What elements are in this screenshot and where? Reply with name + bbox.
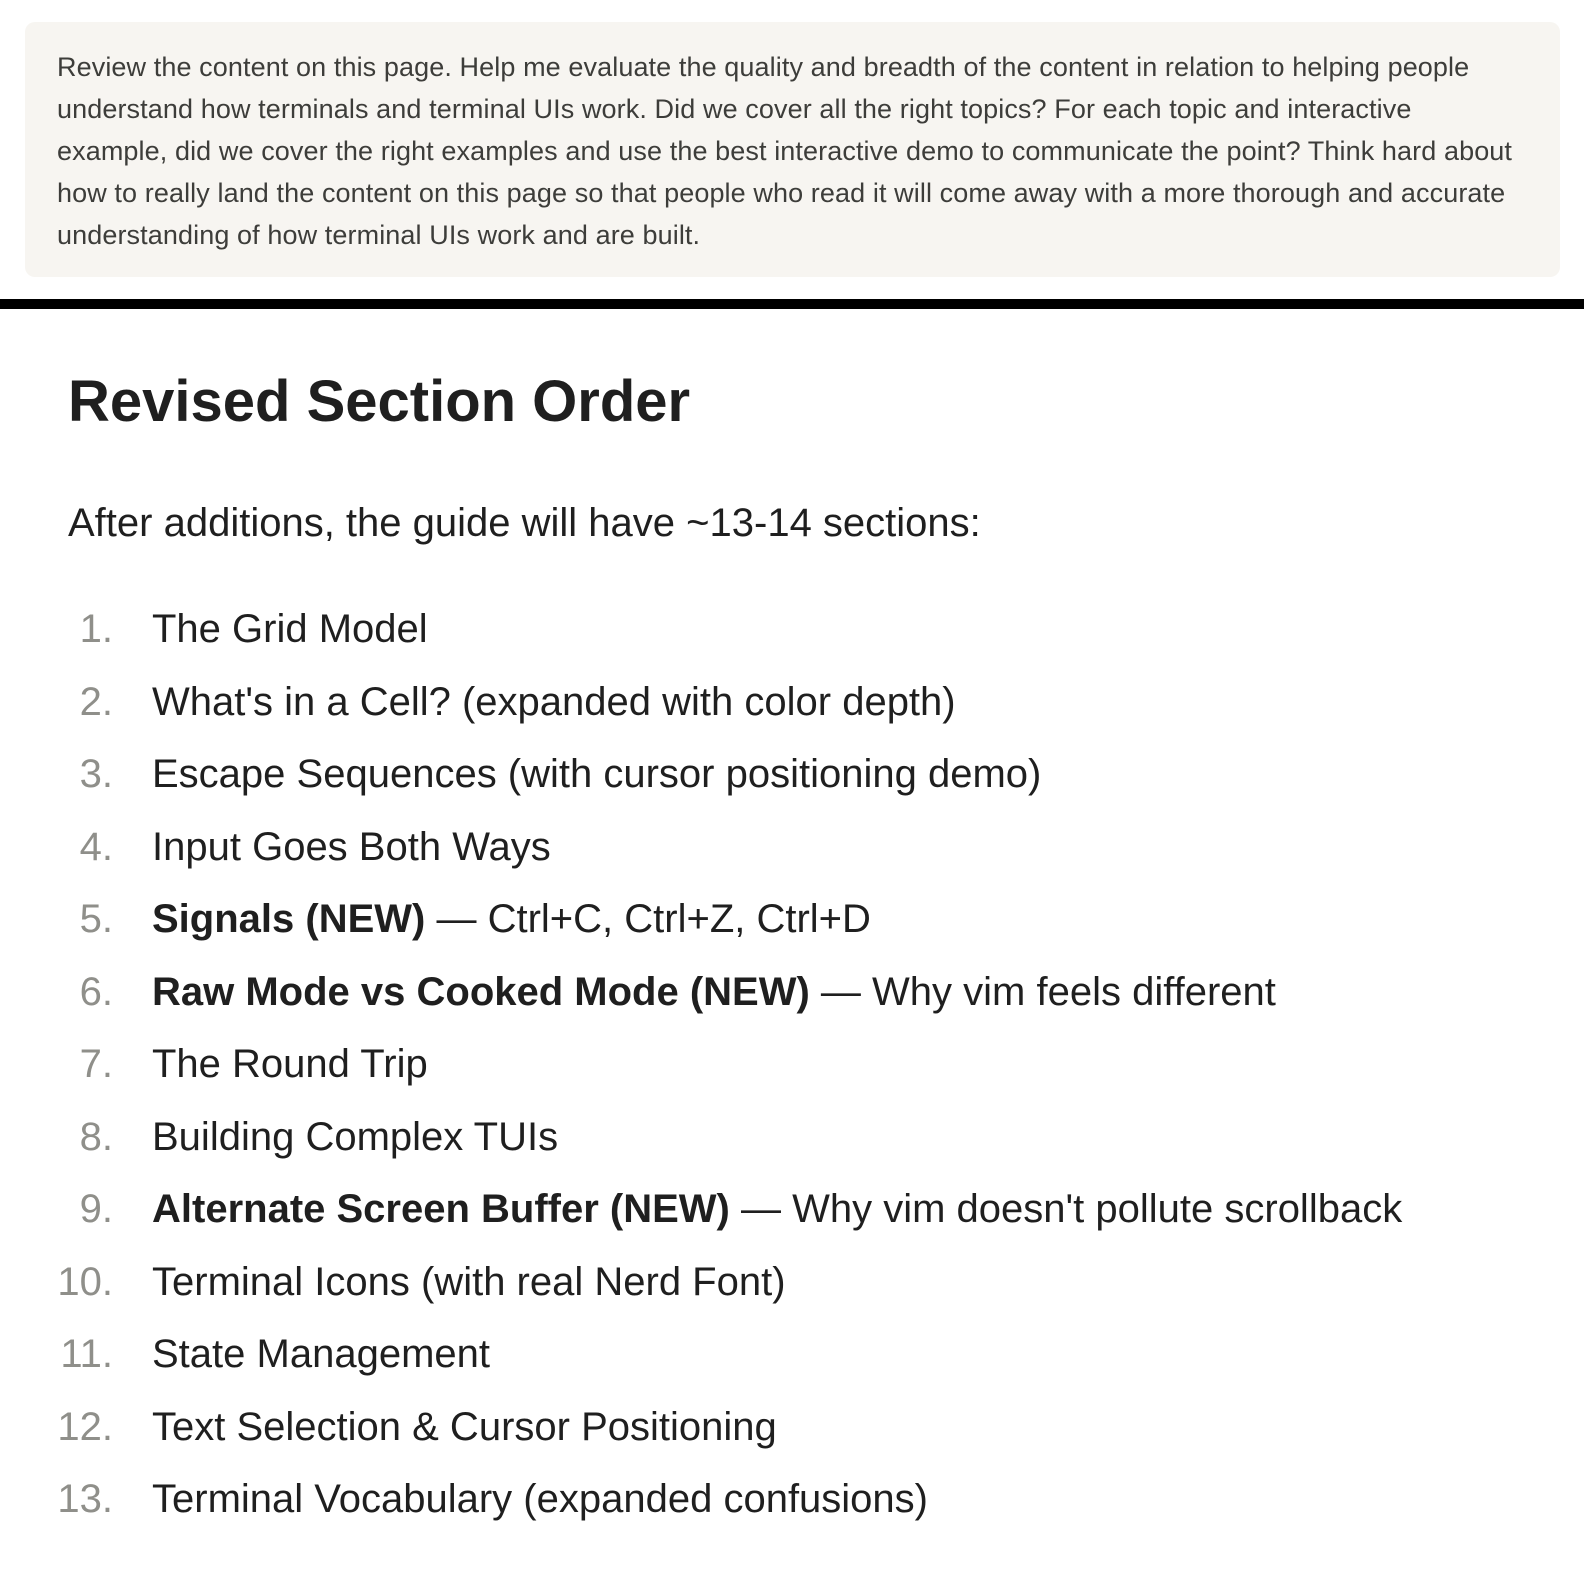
list-item-number: 5. — [79, 897, 113, 941]
list-item-text: — Why vim doesn't pollute scrollback — [729, 1187, 1403, 1231]
list-item-body — [152, 1039, 428, 1089]
list-item-body — [152, 1184, 1402, 1234]
section-divider — [0, 299, 1584, 309]
list-item-text: State Management — [152, 1332, 490, 1376]
list-item-number: 9. — [79, 1187, 113, 1231]
list-item-text: Text Selection & Cursor Positioning — [152, 1404, 777, 1449]
list-item-bold: Alternate Screen Buffer (NEW) — [152, 1187, 730, 1231]
list-item-body — [152, 677, 956, 727]
list-item-text: — Why vim feels different — [809, 969, 1276, 1014]
list-item-number: 6. — [79, 969, 113, 1014]
list-item-number: 10. — [57, 1259, 113, 1304]
list-item-bold: Signals (NEW) — [152, 897, 426, 941]
list-item-number: 12. — [57, 1404, 113, 1449]
list-item-bold: Raw Mode vs Cooked Mode (NEW) — [152, 969, 810, 1014]
list-item-text: Terminal Vocabulary (expanded confusions) — [152, 1477, 928, 1521]
list-item-body — [152, 1474, 928, 1524]
user-prompt-panel — [25, 22, 1560, 277]
list-item-body — [152, 967, 1276, 1017]
list-item-text: Terminal Icons (with real Nerd Font) — [152, 1259, 786, 1304]
list-item-text: What's in a Cell? (expanded with color depth) — [152, 679, 956, 724]
user-prompt-text: Review the content on this page. Help me evaluate the quality and breadth of the content in relation to helping people understand how terminals and terminal UIs work. Did we cover all the right topics? For each topic and interactive example, did we cover the right examples and use the best interactive demo to communicate the point? Think hard about how to really land the content on this page so that people who read it will come away with a more thorough and accurate understanding of how terminal UIs work and are built. — [57, 52, 1513, 250]
list-item-body — [152, 822, 551, 872]
list-item-body — [152, 604, 428, 654]
list-item-text: Building Complex TUIs — [152, 1114, 559, 1159]
list-item-number: 13. — [57, 1477, 113, 1521]
list-item-text: — Ctrl+C, Ctrl+Z, Ctrl+D — [425, 897, 871, 941]
list-item-body — [152, 1257, 786, 1307]
list-item-number: 4. — [79, 824, 113, 869]
response-heading: Revised Section Order — [68, 369, 691, 434]
list-item-number: 7. — [79, 1042, 113, 1086]
list-item-number: 2. — [79, 679, 113, 724]
list-item-body — [152, 894, 871, 944]
list-item-number: 3. — [79, 752, 113, 796]
list-item-body — [152, 1402, 777, 1452]
list-item-text: The Grid Model — [152, 607, 428, 651]
list-item-number: 11. — [60, 1332, 113, 1376]
response-intro: After additions, the guide will have ~13-14 sections: — [68, 501, 981, 545]
list-item-body — [152, 1329, 490, 1379]
list-item-body — [152, 749, 1041, 799]
list-item-number: 8. — [79, 1114, 113, 1159]
list-item-number: 1. — [79, 607, 113, 651]
list-item-text: Escape Sequences (with cursor positioning demo) — [152, 752, 1042, 796]
list-item-text: Input Goes Both Ways — [152, 824, 551, 869]
list-item-text: The Round Trip — [152, 1042, 428, 1086]
list-item-body — [152, 1112, 558, 1162]
